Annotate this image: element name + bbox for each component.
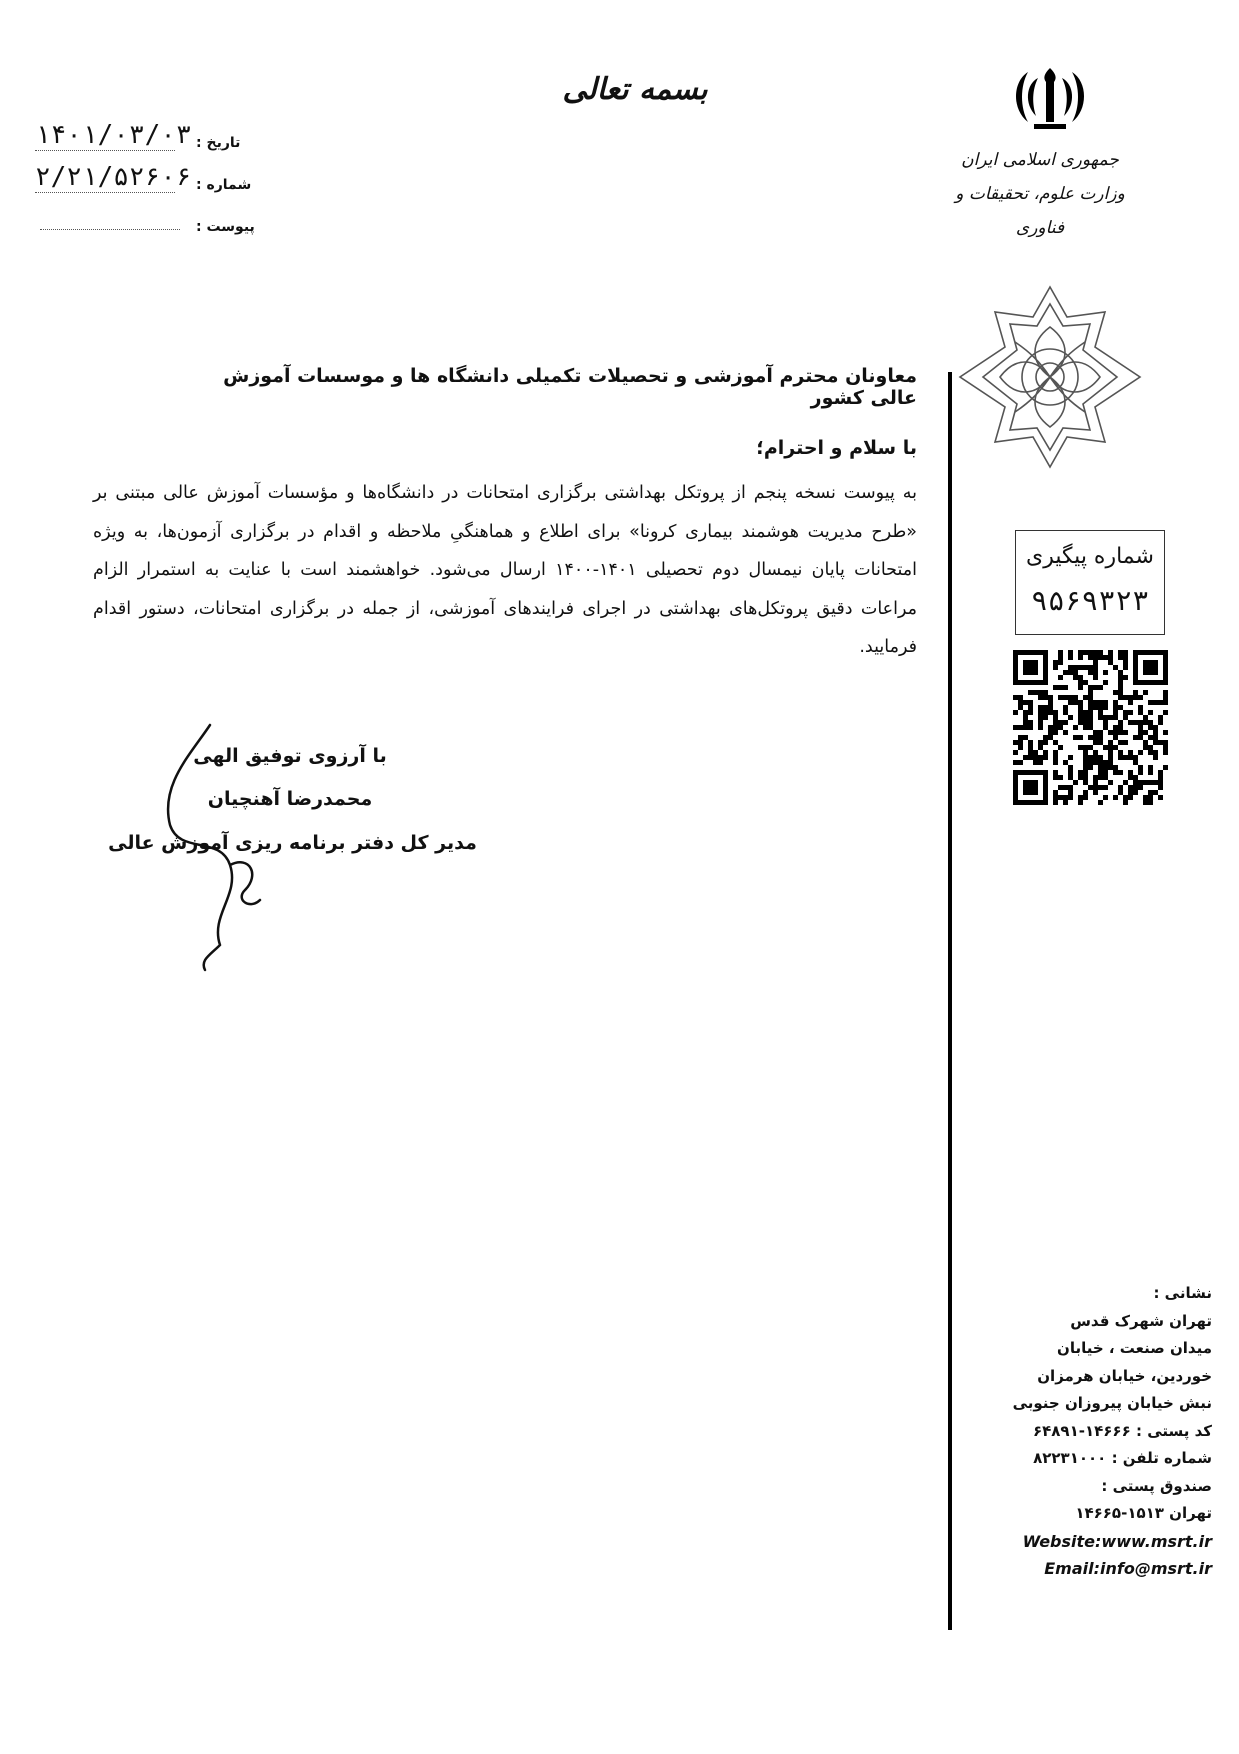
tracking-number-box bbox=[1015, 530, 1165, 635]
po-box-label: صندوق پستی : bbox=[1101, 1476, 1212, 1495]
po-box: تهران ۱۵۱۳-۱۴۶۶۵ bbox=[1075, 1504, 1212, 1522]
number-value: ۲/۲۱/۵۲۶۰۶ bbox=[35, 162, 192, 192]
tracking-number: ۹۵۶۹۳۲۳ bbox=[1030, 584, 1149, 617]
signatory-name: محمدرضا آهنچیان bbox=[207, 788, 373, 810]
ministry-name bbox=[935, 143, 1145, 245]
attachment-label: پیوست : bbox=[196, 219, 255, 235]
postal-code: کد پستی : ۱۴۶۶۶-۶۴۸۹۱ bbox=[1032, 1421, 1212, 1440]
vertical-divider bbox=[948, 372, 952, 1630]
date-value: ۱۴۰۱/۰۳/۰۳ bbox=[35, 120, 192, 150]
letter-greeting: با سلام و احترام؛ bbox=[756, 437, 917, 459]
address-line-4: نبش خیابان پیروزان جنوبی bbox=[1012, 1394, 1212, 1412]
attachment-line bbox=[40, 229, 180, 230]
signatory-title: مدیر کل دفتر برنامه ریزی آموزش عالی bbox=[108, 832, 477, 854]
basmala-heading: بسمه تعالی bbox=[562, 72, 708, 107]
address-label: نشانی : bbox=[1153, 1284, 1212, 1302]
address-line-2: میدان صنعت ، خیابان bbox=[1057, 1339, 1212, 1357]
org-line-2: وزارت علوم، تحقیقات و فناوری bbox=[955, 184, 1125, 238]
website-link[interactable]: Website:www.msrt.ir bbox=[1022, 1531, 1212, 1551]
tracking-label: شماره پیگیری bbox=[1026, 544, 1154, 569]
signature-closing: با آرزوی توفیق الهی bbox=[193, 745, 387, 767]
qr-code bbox=[1013, 650, 1168, 805]
address-line-1: تهران شهرک قدس bbox=[1070, 1311, 1212, 1330]
decorative-ornament-icon bbox=[955, 282, 1145, 472]
number-label: شماره : bbox=[196, 177, 252, 193]
contact-block bbox=[980, 1280, 1212, 1583]
date-label: تاریخ : bbox=[196, 135, 241, 151]
iran-emblem-icon bbox=[1008, 64, 1092, 132]
org-line-1: جمهوری اسلامی ایران bbox=[961, 150, 1119, 170]
phone-number: شماره تلفن : ۸۲۲۳۱۰۰۰ bbox=[1033, 1449, 1212, 1467]
handwritten-signature bbox=[150, 715, 310, 975]
letter-body: به پیوست نسخه پنجم از پروتکل بهداشتی برگزاری امتحانات در دانشگاه‌ها و مؤسسات آموزش عالی مبتنی بر «طرح مدیریت هوشمند بیماری کرونا» برای اطلاع و هماهنگیِ ملاحظه و اقدام در برگزاری آزمون‌ها، به ویژه امتحانات پایان نیمسال دوم تحصیلی ۱۴۰۱-۱۴۰۰ ارسال می‌شود. خواهشمند است با عنایت به استمرار الزام مراعات دقیق پروتکل‌های بهداشتی در اجرای فرایندهای آموزشی، از جمله در برگزاری امتحانات، دستور اقدام فرمایید. bbox=[93, 483, 917, 657]
address-line-3: خوردین، خیابان هرمزان bbox=[1037, 1366, 1212, 1385]
email-link[interactable]: Email:info@msrt.ir bbox=[1044, 1559, 1212, 1578]
letter-recipient: معاونان محترم آموزشی و تحصیلات تکمیلی دانشگاه ها و موسسات آموزش عالی کشور bbox=[223, 365, 917, 409]
